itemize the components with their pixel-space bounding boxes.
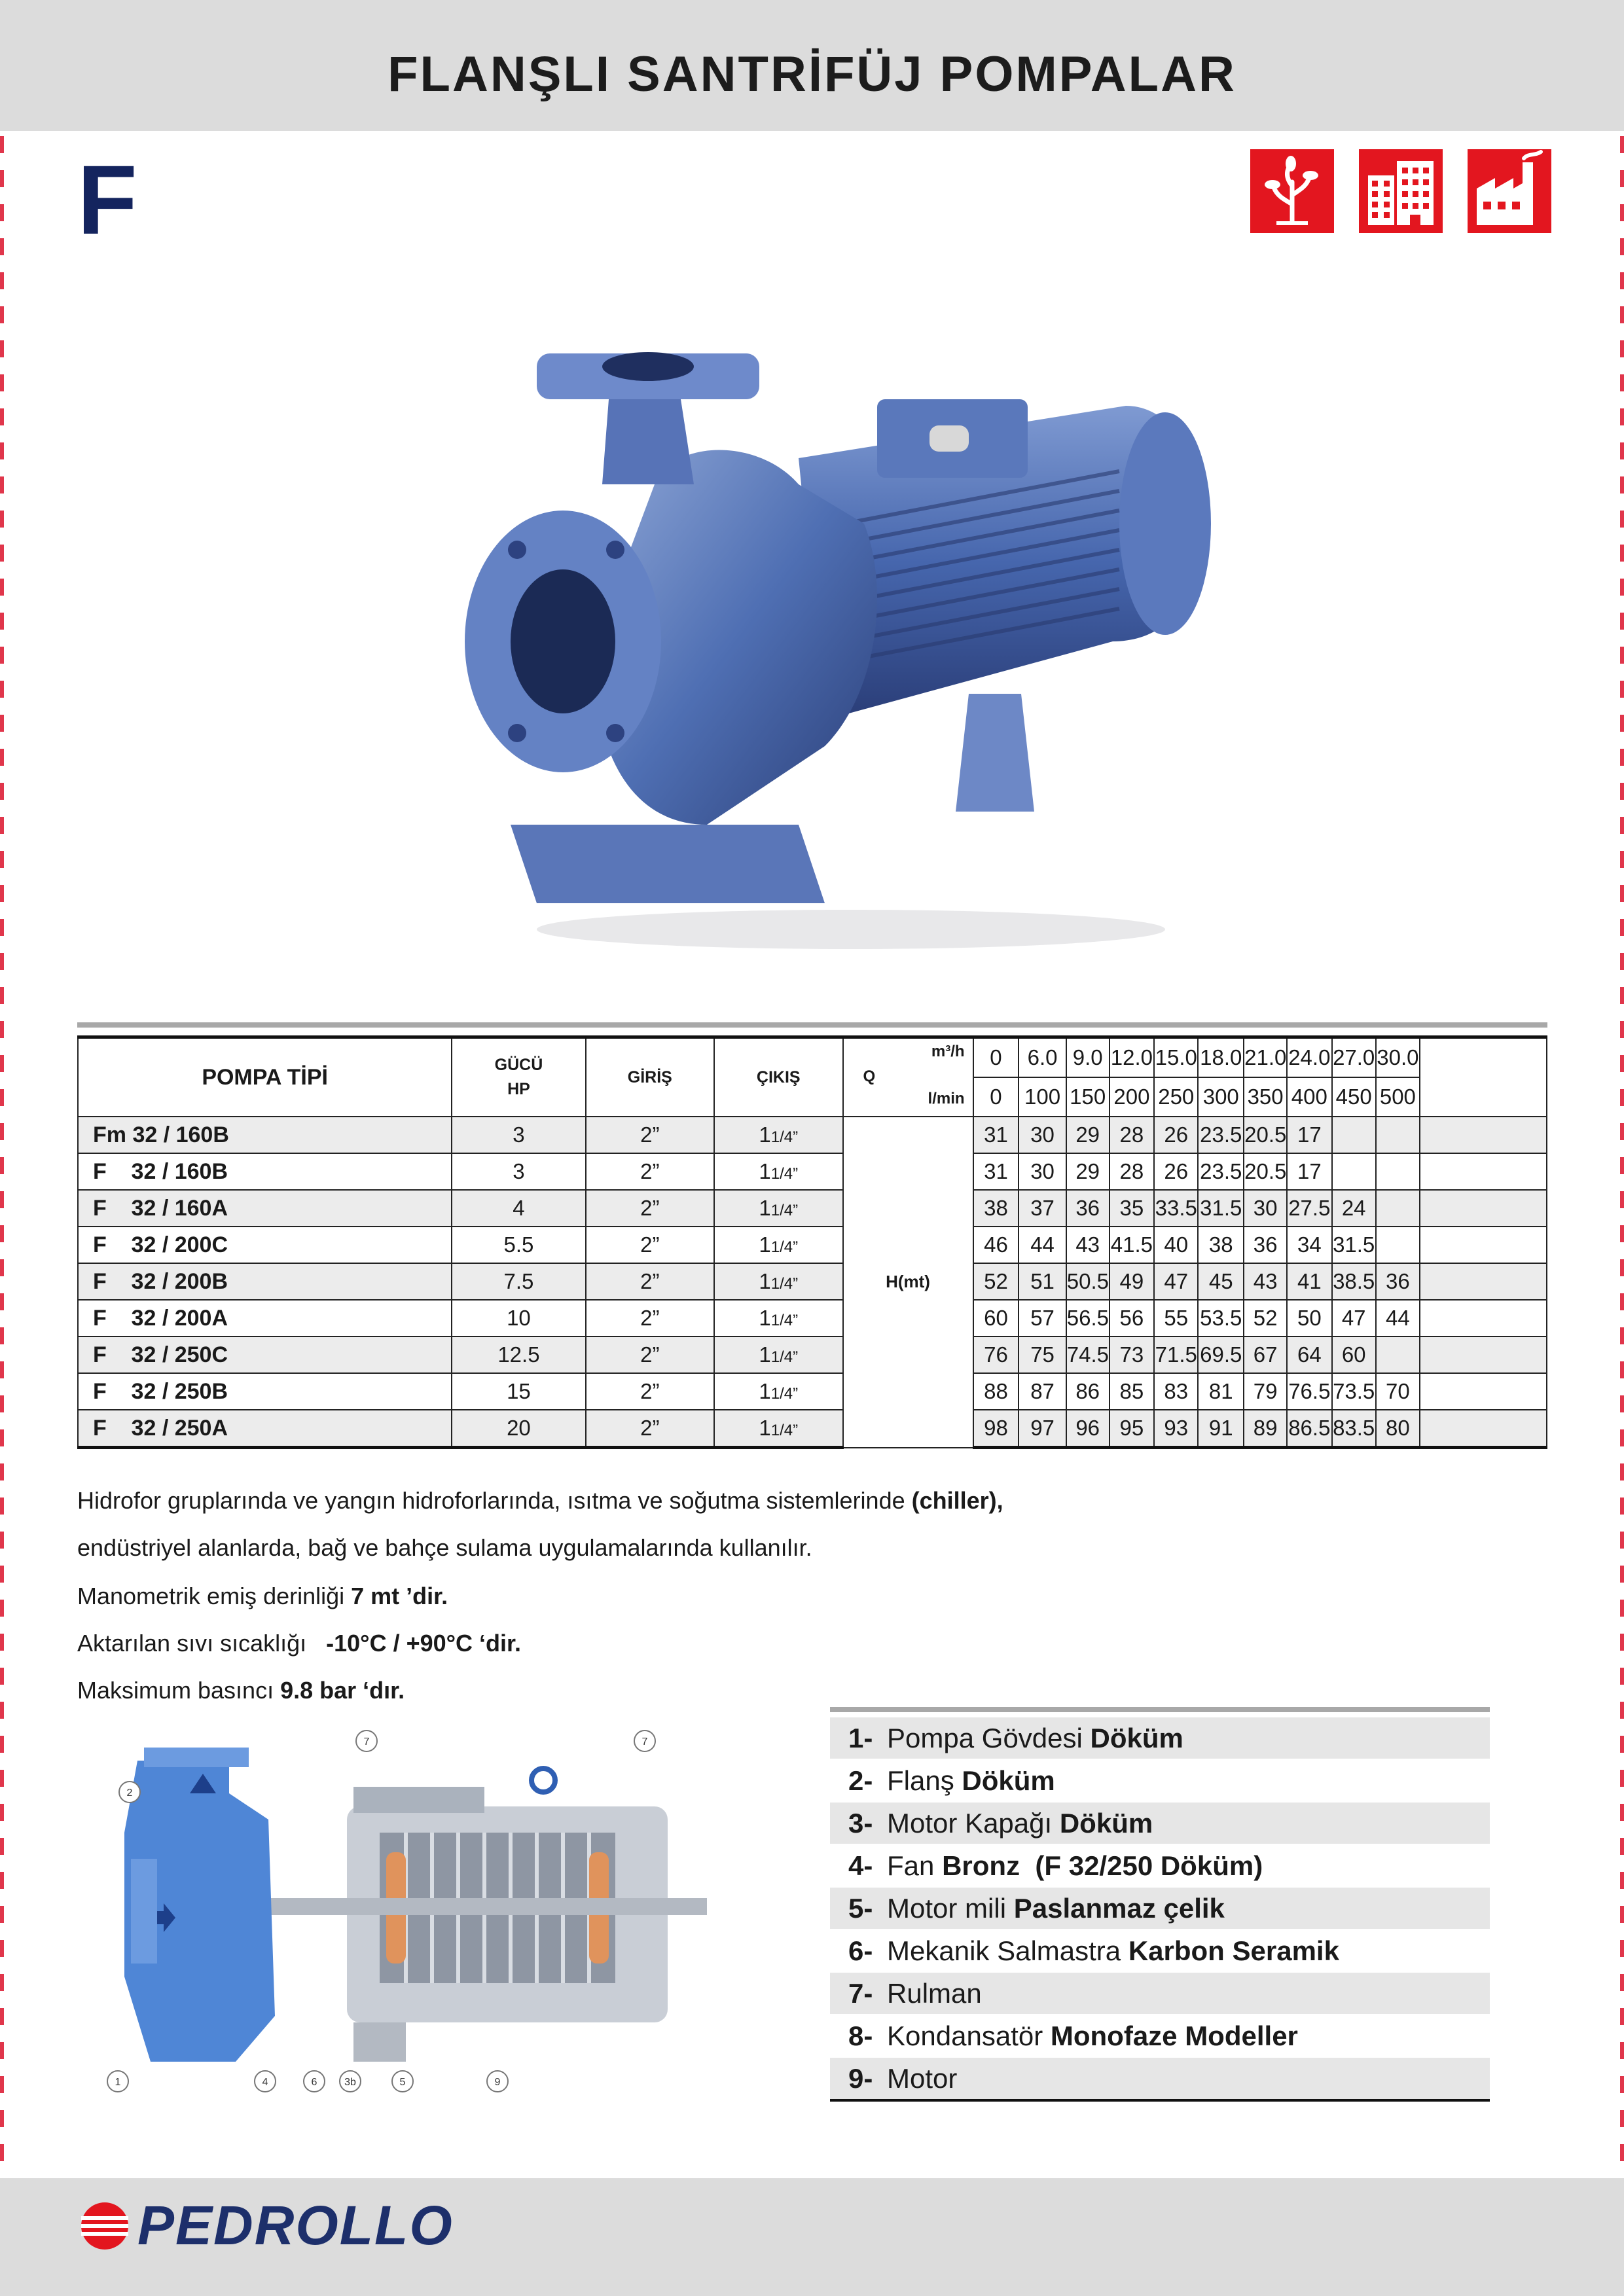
table-row: [78, 1373, 1547, 1410]
head-value-cell: 71.5: [1154, 1336, 1198, 1373]
callout-9: 9: [494, 2077, 501, 2088]
table-row: [78, 1227, 1547, 1263]
head-value-cell: 87: [1019, 1373, 1066, 1410]
callout-2: 2: [126, 1787, 133, 1799]
model-cell: F 32 / 160B: [78, 1153, 452, 1190]
callout-6: 6: [311, 2077, 317, 2088]
application-icons: [1250, 149, 1551, 233]
flow-m3h-cell: 9.0: [1066, 1037, 1110, 1078]
head-value-cell: 75: [1019, 1336, 1066, 1373]
table-row: [78, 1300, 1547, 1336]
head-value-cell: 31.5: [1198, 1190, 1244, 1227]
head-value-cell: 17: [1287, 1117, 1332, 1153]
head-value-cell: 76: [973, 1336, 1019, 1373]
flow-m3h-cell: 30.0: [1376, 1037, 1420, 1078]
head-value-cell: 28: [1110, 1153, 1155, 1190]
outlet-cell: 11/4”: [714, 1190, 842, 1227]
power-cell: 10: [452, 1300, 585, 1336]
head-value-cell: 23.5: [1198, 1117, 1244, 1153]
power-cell: 3: [452, 1117, 585, 1153]
parts-list-item: 9- Motor: [830, 2058, 1490, 2102]
head-value-cell: 85: [1110, 1373, 1155, 1410]
head-value-cell: 49: [1110, 1263, 1155, 1300]
head-value-cell: 26: [1154, 1117, 1198, 1153]
head-value-cell: 51: [1019, 1263, 1066, 1300]
parts-list-item: 5- Motor mili Paslanmaz çelik: [830, 1888, 1490, 1930]
parts-list-item: 2- Flanş Döküm: [830, 1760, 1490, 1803]
callout-7a: 7: [363, 1736, 370, 1748]
head-value-cell: [1376, 1227, 1420, 1263]
table-top-rule: [77, 1022, 1547, 1028]
flow-lmin-cell: 150: [1066, 1077, 1110, 1117]
brand-mark-icon: [79, 2200, 131, 2252]
model-cell: F 32 / 250B: [78, 1373, 452, 1410]
head-value-cell: 47: [1154, 1263, 1198, 1300]
head-value-cell: 33.5: [1154, 1190, 1198, 1227]
header-model: POMPA TİPİ: [78, 1037, 452, 1117]
head-value-cell: 26: [1154, 1153, 1198, 1190]
head-value-cell: 17: [1287, 1153, 1332, 1190]
series-letter: F: [77, 145, 137, 255]
power-cell: 3: [452, 1153, 585, 1190]
head-value-cell: 83: [1154, 1373, 1198, 1410]
head-value-cell: 45: [1198, 1263, 1244, 1300]
parts-list-item: 8- Kondansatör Monofaze Modeller: [830, 2015, 1490, 2058]
head-value-cell: 38.5: [1332, 1263, 1376, 1300]
description-line-3: Manometrik emiş derinliği 7 mt ’dir.: [77, 1583, 448, 1609]
header-power: GÜCÜ HP: [452, 1037, 585, 1117]
head-value-cell: 50.5: [1066, 1263, 1110, 1300]
model-cell: F 32 / 200B: [78, 1263, 452, 1300]
description-line-2: endüstriyel alanlarda, bağ ve bahçe sulama uygulamalarında kullanılır.: [77, 1534, 812, 1561]
head-value-cell: 70: [1376, 1373, 1420, 1410]
head-value-cell: 73: [1110, 1336, 1155, 1373]
spare-cell: [1420, 1336, 1547, 1373]
brand-logo: [79, 2194, 454, 2257]
model-cell: F 32 / 200A: [78, 1300, 452, 1336]
head-value-cell: 41: [1287, 1263, 1332, 1300]
power-cell: 4: [452, 1190, 585, 1227]
power-cell: 7.5: [452, 1263, 585, 1300]
model-cell: F 32 / 200C: [78, 1227, 452, 1263]
flow-lmin-cell: 250: [1154, 1077, 1198, 1117]
head-value-cell: 47: [1332, 1300, 1376, 1336]
power-cell: 5.5: [452, 1227, 585, 1263]
page-title: FLANŞLI SANTRİFÜJ POMPALAR: [388, 46, 1236, 102]
flow-lmin-cell: 500: [1376, 1077, 1420, 1117]
head-value-cell: 60: [1332, 1336, 1376, 1373]
table-row: [78, 1153, 1547, 1190]
flow-lmin-cell: 300: [1198, 1077, 1244, 1117]
head-value-cell: 35: [1110, 1190, 1155, 1227]
parts-top-rule: [830, 1707, 1490, 1712]
model-cell: F 32 / 250C: [78, 1336, 452, 1373]
head-value-cell: 53.5: [1198, 1300, 1244, 1336]
spare-cell: [1420, 1227, 1547, 1263]
factory-icon: [1468, 149, 1551, 233]
head-value-cell: 27.5: [1287, 1190, 1332, 1227]
callout-1: 1: [115, 2077, 121, 2088]
outlet-cell: 11/4”: [714, 1300, 842, 1336]
callout-7b: 7: [641, 1736, 648, 1748]
flow-m3h-cell: 21.0: [1244, 1037, 1287, 1078]
model-cell: Fm 32 / 160B: [78, 1117, 452, 1153]
table-header-row: [78, 1037, 1547, 1078]
head-value-cell: 52: [973, 1263, 1019, 1300]
inlet-cell: 2”: [586, 1227, 714, 1263]
head-value-cell: 73.5: [1332, 1373, 1376, 1410]
head-value-cell: 56: [1110, 1300, 1155, 1336]
head-value-cell: 31: [973, 1153, 1019, 1190]
header-spare: [1420, 1037, 1547, 1117]
table-row: [78, 1263, 1547, 1300]
head-value-cell: 31.5: [1332, 1227, 1376, 1263]
header-outlet: ÇIKIŞ: [714, 1037, 842, 1117]
table-row: [78, 1190, 1547, 1227]
head-value-cell: 55: [1154, 1300, 1198, 1336]
head-value-cell: 83.5: [1332, 1410, 1376, 1448]
callout-4: 4: [262, 2077, 268, 2088]
head-value-cell: 37: [1019, 1190, 1066, 1227]
parts-list-item: 1- Pompa Gövdesi Döküm: [830, 1717, 1490, 1760]
flow-lmin-cell: 400: [1287, 1077, 1332, 1117]
head-value-cell: [1376, 1190, 1420, 1227]
brand-name: PEDROLLO: [137, 2195, 454, 2256]
head-value-cell: 96: [1066, 1410, 1110, 1448]
flow-m3h-cell: 27.0: [1332, 1037, 1376, 1078]
head-value-cell: 60: [973, 1300, 1019, 1336]
head-value-cell: 29: [1066, 1153, 1110, 1190]
parts-list-item: 7- Rulman: [830, 1973, 1490, 2015]
flow-lmin-cell: 450: [1332, 1077, 1376, 1117]
head-value-cell: 36: [1244, 1227, 1287, 1263]
callout-5: 5: [399, 2077, 406, 2088]
inlet-cell: 2”: [586, 1300, 714, 1336]
flow-lmin-cell: 350: [1244, 1077, 1287, 1117]
head-value-cell: 43: [1066, 1227, 1110, 1263]
spare-cell: [1420, 1263, 1547, 1300]
header-inlet: GİRİŞ: [586, 1037, 714, 1117]
pump-cross-section-image: [98, 1715, 727, 2134]
inlet-cell: 2”: [586, 1410, 714, 1448]
head-value-cell: 43: [1244, 1263, 1287, 1300]
head-value-cell: 44: [1376, 1300, 1420, 1336]
flow-m3h-cell: 12.0: [1110, 1037, 1155, 1078]
table-row: [78, 1410, 1547, 1448]
garden-icon: [1250, 149, 1334, 233]
head-value-cell: 81: [1198, 1373, 1244, 1410]
head-value-cell: 93: [1154, 1410, 1198, 1448]
head-value-cell: 44: [1019, 1227, 1066, 1263]
spare-cell: [1420, 1410, 1547, 1448]
table-row: [78, 1117, 1547, 1153]
head-value-cell: 30: [1244, 1190, 1287, 1227]
inlet-cell: 2”: [586, 1263, 714, 1300]
power-cell: 15: [452, 1373, 585, 1410]
power-cell: 20: [452, 1410, 585, 1448]
flow-m3h-cell: 18.0: [1198, 1037, 1244, 1078]
head-value-cell: 29: [1066, 1117, 1110, 1153]
parts-list-item: 6- Mekanik Salmastra Karbon Seramik: [830, 1930, 1490, 1973]
head-value-cell: 40: [1154, 1227, 1198, 1263]
head-value-cell: 95: [1110, 1410, 1155, 1448]
head-value-cell: 86: [1066, 1373, 1110, 1410]
callout-3b: 3b: [344, 2077, 356, 2088]
head-value-cell: 76.5: [1287, 1373, 1332, 1410]
parts-list: [830, 1717, 1490, 2102]
inlet-cell: 2”: [586, 1117, 714, 1153]
outlet-cell: 11/4”: [714, 1153, 842, 1190]
head-value-cell: 52: [1244, 1300, 1287, 1336]
head-value-cell: 20.5: [1244, 1117, 1287, 1153]
head-value-cell: 80: [1376, 1410, 1420, 1448]
head-value-cell: 97: [1019, 1410, 1066, 1448]
flow-lmin-cell: 0: [973, 1077, 1019, 1117]
inlet-cell: 2”: [586, 1190, 714, 1227]
flow-m3h-cell: 24.0: [1287, 1037, 1332, 1078]
flow-m3h-cell: 6.0: [1019, 1037, 1066, 1078]
head-value-cell: 41.5: [1110, 1227, 1155, 1263]
head-value-cell: 86.5: [1287, 1410, 1332, 1448]
head-value-cell: 30: [1019, 1117, 1066, 1153]
spare-cell: [1420, 1373, 1547, 1410]
head-value-cell: 34: [1287, 1227, 1332, 1263]
head-value-cell: 57: [1019, 1300, 1066, 1336]
head-value-cell: [1332, 1153, 1376, 1190]
spare-cell: [1420, 1300, 1547, 1336]
head-value-cell: [1332, 1117, 1376, 1153]
head-value-cell: 38: [1198, 1227, 1244, 1263]
head-value-cell: 36: [1066, 1190, 1110, 1227]
model-cell: F 32 / 160A: [78, 1190, 452, 1227]
flow-m3h-cell: 0: [973, 1037, 1019, 1078]
outlet-cell: 11/4”: [714, 1227, 842, 1263]
spare-cell: [1420, 1190, 1547, 1227]
outlet-cell: 11/4”: [714, 1410, 842, 1448]
description-line-4: Aktarılan sıvı sıcaklığı -10°C / +90°C ‘dir.: [77, 1630, 522, 1657]
flow-m3h-cell: 15.0: [1154, 1037, 1198, 1078]
head-value-cell: 30: [1019, 1153, 1066, 1190]
performance-table: [77, 1035, 1547, 1449]
building-icon: [1359, 149, 1443, 233]
inlet-cell: 2”: [586, 1153, 714, 1190]
head-value-cell: 67: [1244, 1336, 1287, 1373]
head-value-cell: 64: [1287, 1336, 1332, 1373]
head-value-cell: 56.5: [1066, 1300, 1110, 1336]
power-cell: 12.5: [452, 1336, 585, 1373]
head-value-cell: 31: [973, 1117, 1019, 1153]
outlet-cell: 11/4”: [714, 1373, 842, 1410]
head-label-cell: H(mt): [843, 1117, 973, 1448]
spare-cell: [1420, 1117, 1547, 1153]
head-value-cell: 98: [973, 1410, 1019, 1448]
description-line-5: Maksimum basıncı 9.8 bar ‘dır.: [77, 1677, 405, 1704]
head-value-cell: 24: [1332, 1190, 1376, 1227]
pump-product-image: [458, 327, 1244, 969]
right-cut-border: [1620, 0, 1624, 2296]
outlet-cell: 11/4”: [714, 1263, 842, 1300]
description-line-1: Hidrofor gruplarında ve yangın hidroforlarında, ısıtma ve soğutma sistemlerinde (chiller),: [77, 1487, 1003, 1514]
head-value-cell: 89: [1244, 1410, 1287, 1448]
head-value-cell: 50: [1287, 1300, 1332, 1336]
head-value-cell: 36: [1376, 1263, 1420, 1300]
head-value-cell: 79: [1244, 1373, 1287, 1410]
parts-list-item: 4- Fan Bronz (F 32/250 Döküm): [830, 1845, 1490, 1888]
head-value-cell: [1376, 1117, 1420, 1153]
head-value-cell: 88: [973, 1373, 1019, 1410]
head-value-cell: 74.5: [1066, 1336, 1110, 1373]
table-row: [78, 1336, 1547, 1373]
flow-lmin-cell: 100: [1019, 1077, 1066, 1117]
inlet-cell: 2”: [586, 1373, 714, 1410]
model-cell: F 32 / 250A: [78, 1410, 452, 1448]
head-value-cell: [1376, 1336, 1420, 1373]
flow-lmin-cell: 200: [1110, 1077, 1155, 1117]
head-value-cell: 23.5: [1198, 1153, 1244, 1190]
inlet-cell: 2”: [586, 1336, 714, 1373]
left-cut-border: [0, 0, 4, 2296]
outlet-cell: 11/4”: [714, 1117, 842, 1153]
head-value-cell: 20.5: [1244, 1153, 1287, 1190]
head-value-cell: 38: [973, 1190, 1019, 1227]
head-value-cell: 91: [1198, 1410, 1244, 1448]
head-value-cell: 28: [1110, 1117, 1155, 1153]
outlet-cell: 11/4”: [714, 1336, 842, 1373]
spare-cell: [1420, 1153, 1547, 1190]
header-flow: m³/h Q l/min: [843, 1037, 973, 1117]
head-value-cell: 46: [973, 1227, 1019, 1263]
parts-list-item: 3- Motor Kapağı Döküm: [830, 1803, 1490, 1845]
head-value-cell: [1376, 1153, 1420, 1190]
head-value-cell: 69.5: [1198, 1336, 1244, 1373]
